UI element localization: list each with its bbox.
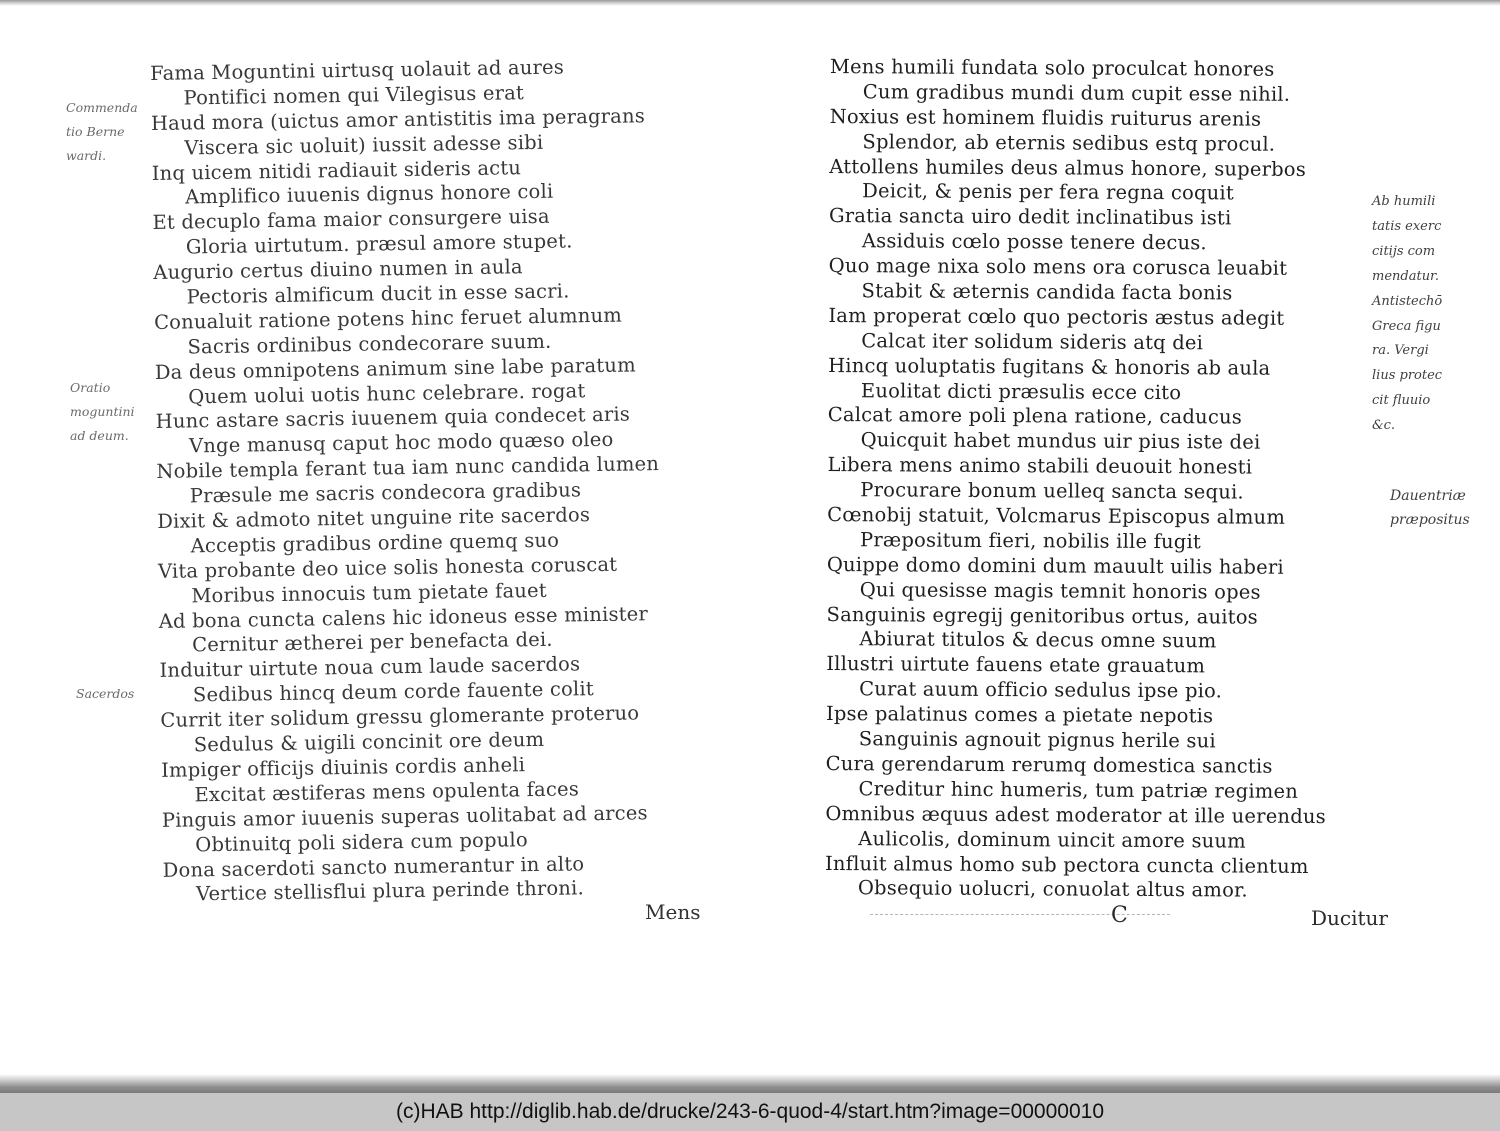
verse-line: Impiger officijs diuinis cordis anheli [160, 753, 526, 782]
gloss-line: ad deum. [70, 428, 129, 443]
verse-line: Gloria uirtutum. præsul amore stupet. [185, 229, 573, 259]
gloss-line: wardi. [66, 148, 107, 163]
verse-line: Sanguinis egregij genitoribus ortus, auitos [826, 602, 1258, 629]
verse-line: Sedulus & uigili concinit ore deum [193, 727, 545, 757]
margin-gloss-humilitatis [1372, 190, 1442, 439]
verse-line: Obsequio uolucri, conuolat altus amor. [857, 876, 1248, 902]
verse-line: Assiduis cœlo posse tenere decus. [861, 229, 1207, 255]
verse-line: Ipse palatinus comes a pietate nepotis [825, 702, 1214, 728]
gloss-line: mendatur. [1372, 268, 1439, 284]
verse-line: Illustri uirtute fauens etate grauatum [826, 652, 1206, 678]
verse-line: Quippe domo domini dum mauult uilis haberi [826, 552, 1284, 579]
right-page [750, 0, 1500, 1074]
verse-line: Nobile templa ferant tua iam nunc candida lumen [156, 452, 660, 484]
verse-line: Excitat æstiferas mens opulenta faces [194, 777, 580, 807]
gloss-line: Ab humili [1372, 194, 1436, 209]
verse-line: Inq uicem nitidi radiauit sideris actu [151, 155, 522, 185]
verse-line: Qui quesisse magis temnit honoris opes [859, 577, 1261, 604]
gloss-line: Antistechō [1372, 293, 1443, 309]
gloss-line: Dauentriæ [1390, 488, 1466, 504]
verse-line: Viscera sic uoluit) iussit adesse sibi [184, 130, 544, 160]
gloss-line: Sacerdos [76, 686, 135, 701]
verse-line: Mens humili fundata solo proculcat honores [829, 55, 1275, 81]
verse-line: Iam properat cœlo quo pectoris æstus adegit [828, 303, 1285, 330]
gloss-line: tatis exerc [1372, 218, 1442, 234]
margin-gloss-oratio [70, 376, 135, 448]
verse-line: Obtinuitq poli sidera cum populo [195, 827, 528, 856]
verse-line: Deicit, & penis per fera regna coquit [862, 179, 1234, 205]
verse-line: Attollens humiles deus almus honore, superbos [829, 154, 1307, 181]
verse-line: Cura gerendarum rerumq domestica sanctis [825, 751, 1273, 778]
margin-gloss-dauentria [1390, 484, 1470, 532]
verse-line: Vertice stellisflui plura perinde throni. [195, 876, 585, 906]
gloss-line: ra. Vergi [1372, 343, 1429, 359]
bottom-page-edge [0, 1074, 1500, 1093]
verse-line: Splendor, ab eternis sedibus estq procul. [862, 129, 1276, 156]
verse-line: Conualuit ratione potens hinc feruet alumnum [153, 303, 623, 334]
verse-line: Libera mens animo stabili deuouit honesti [827, 453, 1253, 479]
verse-line: Quicquit habet mundus uir pius iste dei [860, 428, 1261, 454]
verse-line: Induitur uirtute noua cum laude sacerdos [159, 652, 581, 683]
verse-line: Cœnobij statuit, Volcmarus Episcopus almum [827, 503, 1286, 529]
verse-line: Dona sacerdoti sancto numerantur in alto [162, 851, 585, 882]
left-verse-column [150, 54, 666, 908]
verse-line: Omnibus æquus adest moderator at ille uerendus [825, 801, 1326, 828]
verse-line: Calcat amore poli plena ratione, caducus [827, 403, 1243, 429]
verse-line: Moribus innocuis tum pietate fauet [191, 578, 548, 608]
verse-line: Pontifici nomen qui Vilegisus erat [183, 81, 525, 110]
verse-line: Et decuplo fama maior consurgere uisa [152, 205, 550, 235]
verse-line: Hincq uoluptatis fugitans & honoris ab aula [828, 353, 1271, 380]
verse-line: Euolitat dicti præsulis ecce cito [860, 378, 1182, 404]
verse-line: Pinguis amor iuuenis superas uolitabat ad arces [161, 800, 648, 832]
attribution-text: (c)HAB http://diglib.hab.de/drucke/243-6-quod-4/start.htm?image=00000010 [395, 1100, 1104, 1123]
verse-line: Curat auum officio sedulus ipse pio. [859, 677, 1223, 703]
gloss-line: cit fluuio [1372, 393, 1431, 409]
verse-line: Vnge manusq caput hoc modo quæso oleo [188, 428, 614, 458]
verse-line: Acceptis gradibus ordine quemq suo [190, 528, 560, 558]
right-catchword: Ducitur [1311, 906, 1388, 930]
verse-line: Augurio certus diuino numen in aula [153, 255, 523, 285]
verse-line: Calcat iter solidum sideris atq dei [861, 328, 1204, 355]
verse-line: Gratia sancta uiro dedit inclinatibus isti [828, 204, 1232, 230]
gloss-line: Commenda [66, 100, 138, 115]
verse-line: Quem uolui uotis hunc celebrare. rogat [188, 378, 586, 409]
verse-line: Vita probante deo uice solis honesta coruscat [157, 552, 618, 583]
verse-line: Noxius est hominem fluidis ruiturus arenis [829, 104, 1262, 131]
verse-line: Influit almus homo sub pectora cuncta clientum [824, 851, 1309, 878]
attribution-bar [0, 1093, 1500, 1131]
verse-line: Haud mora (uictus amor antistitis ima peragrans [150, 104, 646, 135]
gloss-line: præpositus [1390, 512, 1470, 528]
verse-line: Cernitur ætherei per benefacta dei. [191, 628, 553, 657]
gloss-line: Greca figu [1372, 318, 1441, 334]
signature-mark: C [1111, 903, 1128, 928]
verse-line: Sacris ordinibus condecorare suum. [187, 329, 552, 359]
margin-gloss-sacerdos [76, 682, 134, 706]
verse-line: Abiurat titulos & decus omne suum [859, 627, 1217, 653]
verse-line: Da deus omnipotens animum sine labe paratum [154, 353, 636, 384]
verse-line: Præsule me sacris condecora gradibus [189, 478, 582, 508]
gloss-line: Oratio [70, 380, 111, 395]
verse-line: Sedibus hincq deum corde fauente colit [192, 677, 595, 707]
verse-line: Præpositum fieri, nobilis ille fugit [859, 528, 1202, 554]
gloss-line: moguntini [70, 404, 135, 419]
verse-line: Hunc astare sacris iuuenem quia condecet aris [155, 402, 631, 434]
gloss-line: lius protec [1372, 368, 1443, 384]
verse-line: Sanguinis agnouit pignus herile sui [858, 727, 1216, 753]
verse-line: Fama Moguntini uirtusq uolauit ad aures [150, 55, 565, 85]
verse-line: Procurare bonum uelleq sancta sequi. [860, 478, 1244, 504]
right-verse-column [825, 55, 1331, 904]
verse-line: Dixit & admoto nitet unguine rite sacerdos [157, 503, 591, 533]
verse-line: Amplifico iuuenis dignus honore coli [184, 180, 554, 209]
verse-line: Stabit & æternis candida facta bonis [861, 279, 1233, 305]
verse-line: Currit iter solidum gressu glomerante proteruo [160, 701, 640, 733]
verse-line: Cum gradibus mundi dum cupit esse nihil. [862, 80, 1291, 106]
verse-line: Quo mage nixa solo mens ora corusca leuabit [828, 254, 1288, 280]
left-page [0, 0, 750, 1074]
gloss-line: tio Berne [66, 124, 125, 139]
verse-line: Pectoris almificum ducit in esse sacri. [186, 279, 570, 309]
gloss-line: &c. [1372, 418, 1395, 434]
verse-line: Aulicolis, dominum uincit amore suum [858, 826, 1246, 853]
gloss-line: citijs com [1372, 243, 1436, 259]
verse-line: Ad bona cuncta calens hic idoneus esse minister [158, 601, 649, 633]
verse-line: Creditur hinc humeris, tum patriæ regimen [858, 777, 1299, 803]
margin-gloss-commendatio [66, 96, 138, 168]
left-catchword: Mens [645, 900, 701, 924]
